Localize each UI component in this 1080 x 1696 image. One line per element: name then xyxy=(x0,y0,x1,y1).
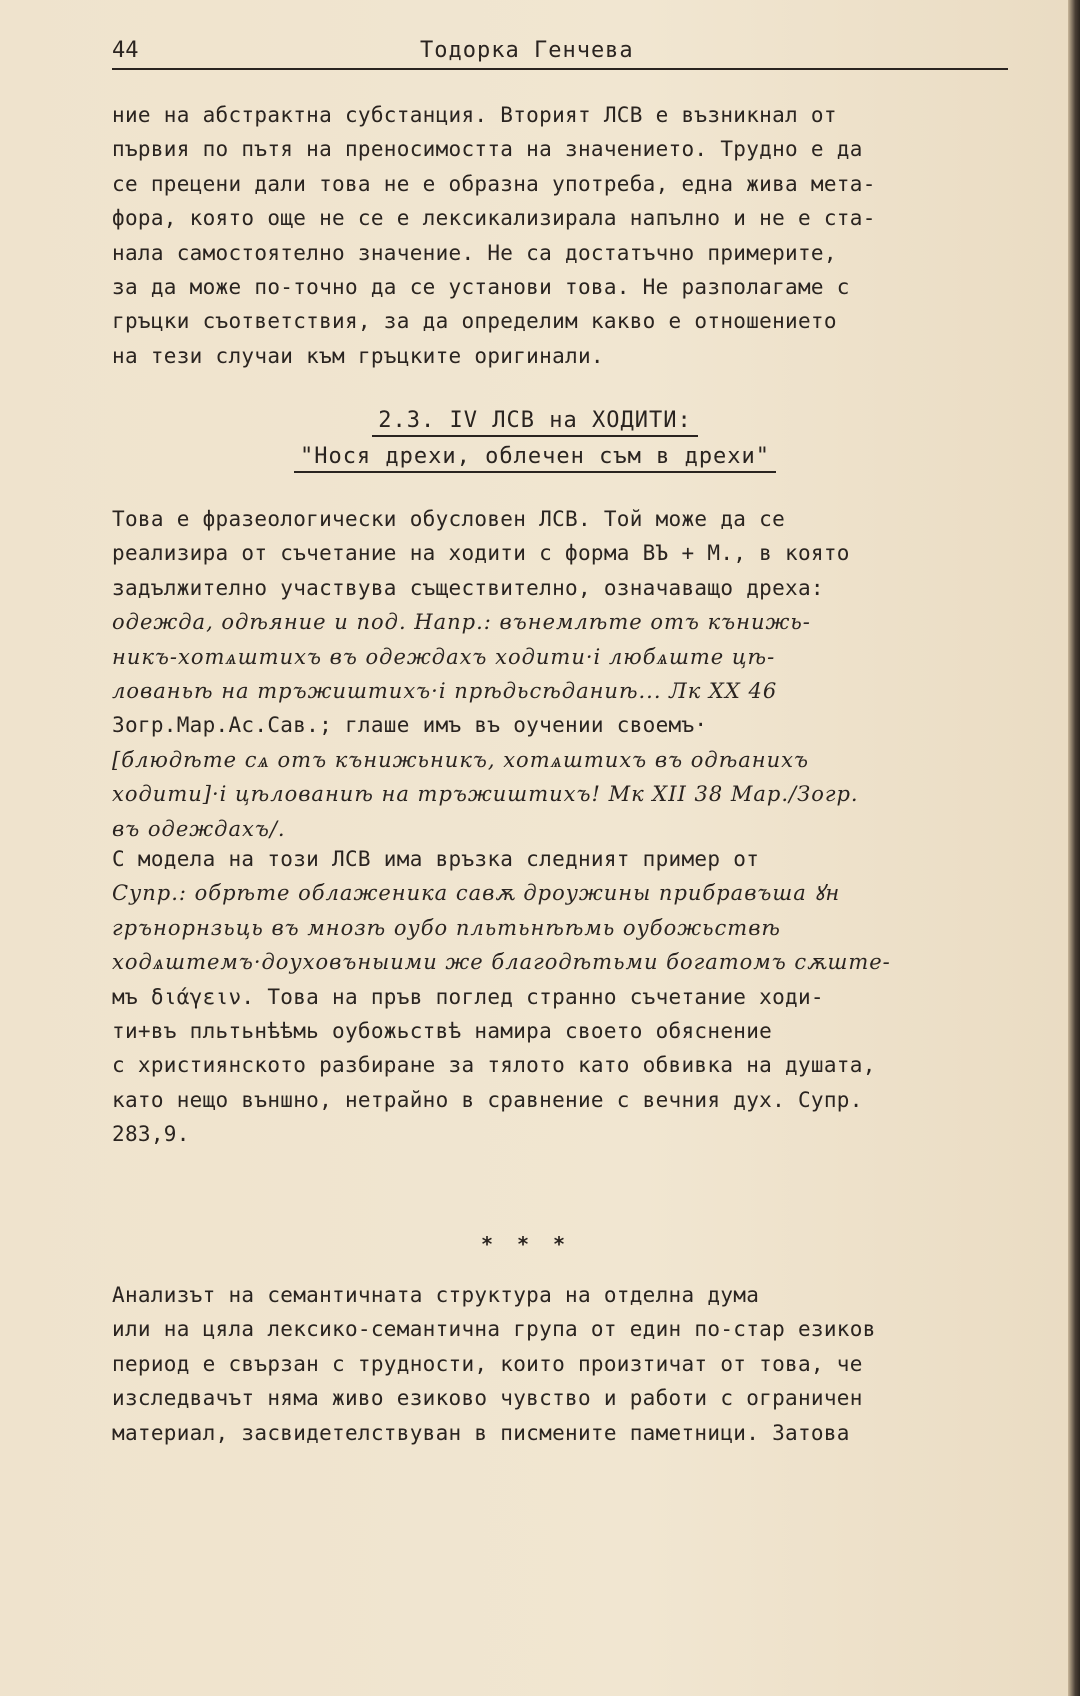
section-heading-line-1: 2.3. IV ЛСВ на ХОДИТИ: xyxy=(372,408,697,437)
text-line: първия по пътя на преносимостта на значението. Трудно е да xyxy=(112,137,863,162)
text-line: фора, която още не се е лексикализирала напълно и не е ста- xyxy=(112,206,876,231)
text-line: Анализът на семантичната структура на отделна дума xyxy=(112,1283,760,1307)
section-heading xyxy=(0,408,1070,433)
running-title: Тодорка Генчева xyxy=(420,38,634,63)
text-line: 283,9. xyxy=(112,1122,190,1147)
section-subheading xyxy=(0,444,1070,469)
text-line: Супр.: обрѣте облаженика савѫ дроужины прибравъша ꙋн xyxy=(112,881,841,906)
paragraph-4 xyxy=(112,1278,1024,1450)
text-line: на тези случаи към гръцките оригинали. xyxy=(112,343,604,368)
text-line: или на цяла лексико-семантична група от един по-стар езиков xyxy=(112,1317,876,1342)
text-line: гръцки съответствия, за да определим какво е отношението xyxy=(112,309,837,334)
page-edge-shadow xyxy=(1068,0,1080,1696)
paragraph-1 xyxy=(112,98,1024,373)
text-line: грънорнзьць въ мнозѣ оубо пльтьнѣѣмь оубожьствѣ xyxy=(112,915,781,940)
text-line: ходити]·і цѣлованиѣ на тръжиштихъ! Мк XII 38 Мар./Зогр. xyxy=(112,782,859,807)
text-line: одежда, одѣяние и под. Напр.: вънемлѣте отъ кънижь- xyxy=(112,610,811,635)
paragraph-3 xyxy=(112,842,1024,1152)
text-line: [блюдѣте сѧ отъ кънижьникъ, хотѧштихъ въ одѣанихъ xyxy=(112,747,809,772)
text-line: ти+въ пльтьнѣѣмь оубожьствѣ намира своето обяснение xyxy=(112,1019,773,1044)
text-line: ние на абстрактна субстанция. Вторият ЛСВ е възникнал от xyxy=(112,103,837,127)
text-line: лованьѣ на тръжиштихъ·і прѣдьсѣданиѣ... Лк XX 46 xyxy=(112,679,778,704)
text-line: Зогр.Мар.Ас.Сав.; глаше имъ въ оучении своемъ· xyxy=(112,713,708,738)
running-header xyxy=(112,36,1008,70)
text-line: като нещо външно, нетрайно в сравнение с вечния дух. Супр. xyxy=(112,1087,863,1112)
section-separator: *** xyxy=(480,1232,590,1256)
text-line: никъ-хотѧштихъ въ одеждахъ ходити·і любѧште цѣ- xyxy=(112,644,776,669)
text-line: нала самостоятелно значение. Не са достатъчно примерите, xyxy=(112,240,837,265)
text-line: материал, засвидетелствуван в писмените паметници. Затова xyxy=(112,1420,850,1445)
text-line: Това е фразеологически обусловен ЛСВ. Той може да се xyxy=(112,507,786,531)
text-line: за да може по-точно да се установи това. Не разполагаме с xyxy=(112,275,850,300)
text-line: реализира от съчетание на ходити с форма ВЪ + М., в която xyxy=(112,541,850,566)
text-line: въ одеждахъ/. xyxy=(112,816,286,841)
text-line: С модела на този ЛСВ има връзка следният пример от xyxy=(112,847,760,871)
text-line: задължително участвува съществително, означаващо дреха: xyxy=(112,575,824,600)
text-line: ходѧштемъ·доуховъныими же благодѣтьми богатомъ сѫште- xyxy=(112,950,891,975)
text-line: с християнското разбиране за тялото като обвивка на душата, xyxy=(112,1053,876,1078)
text-line: период е свързан с трудности, които произтичат от това, че xyxy=(112,1351,863,1376)
paragraph-2 xyxy=(112,502,1024,846)
text-line: изследвачът няма живо езиково чувство и работи с ограничен xyxy=(112,1386,863,1411)
section-heading-line-2: "Нося дрехи, облечен съм в дрехи" xyxy=(294,444,776,473)
text-line: мъ διάγειν. Това на пръв поглед странно съчетание ходи- xyxy=(112,984,824,1009)
text-line: се прецени дали това не е образна употреба, една жива мета- xyxy=(112,171,876,196)
page-number: 44 xyxy=(112,38,139,63)
